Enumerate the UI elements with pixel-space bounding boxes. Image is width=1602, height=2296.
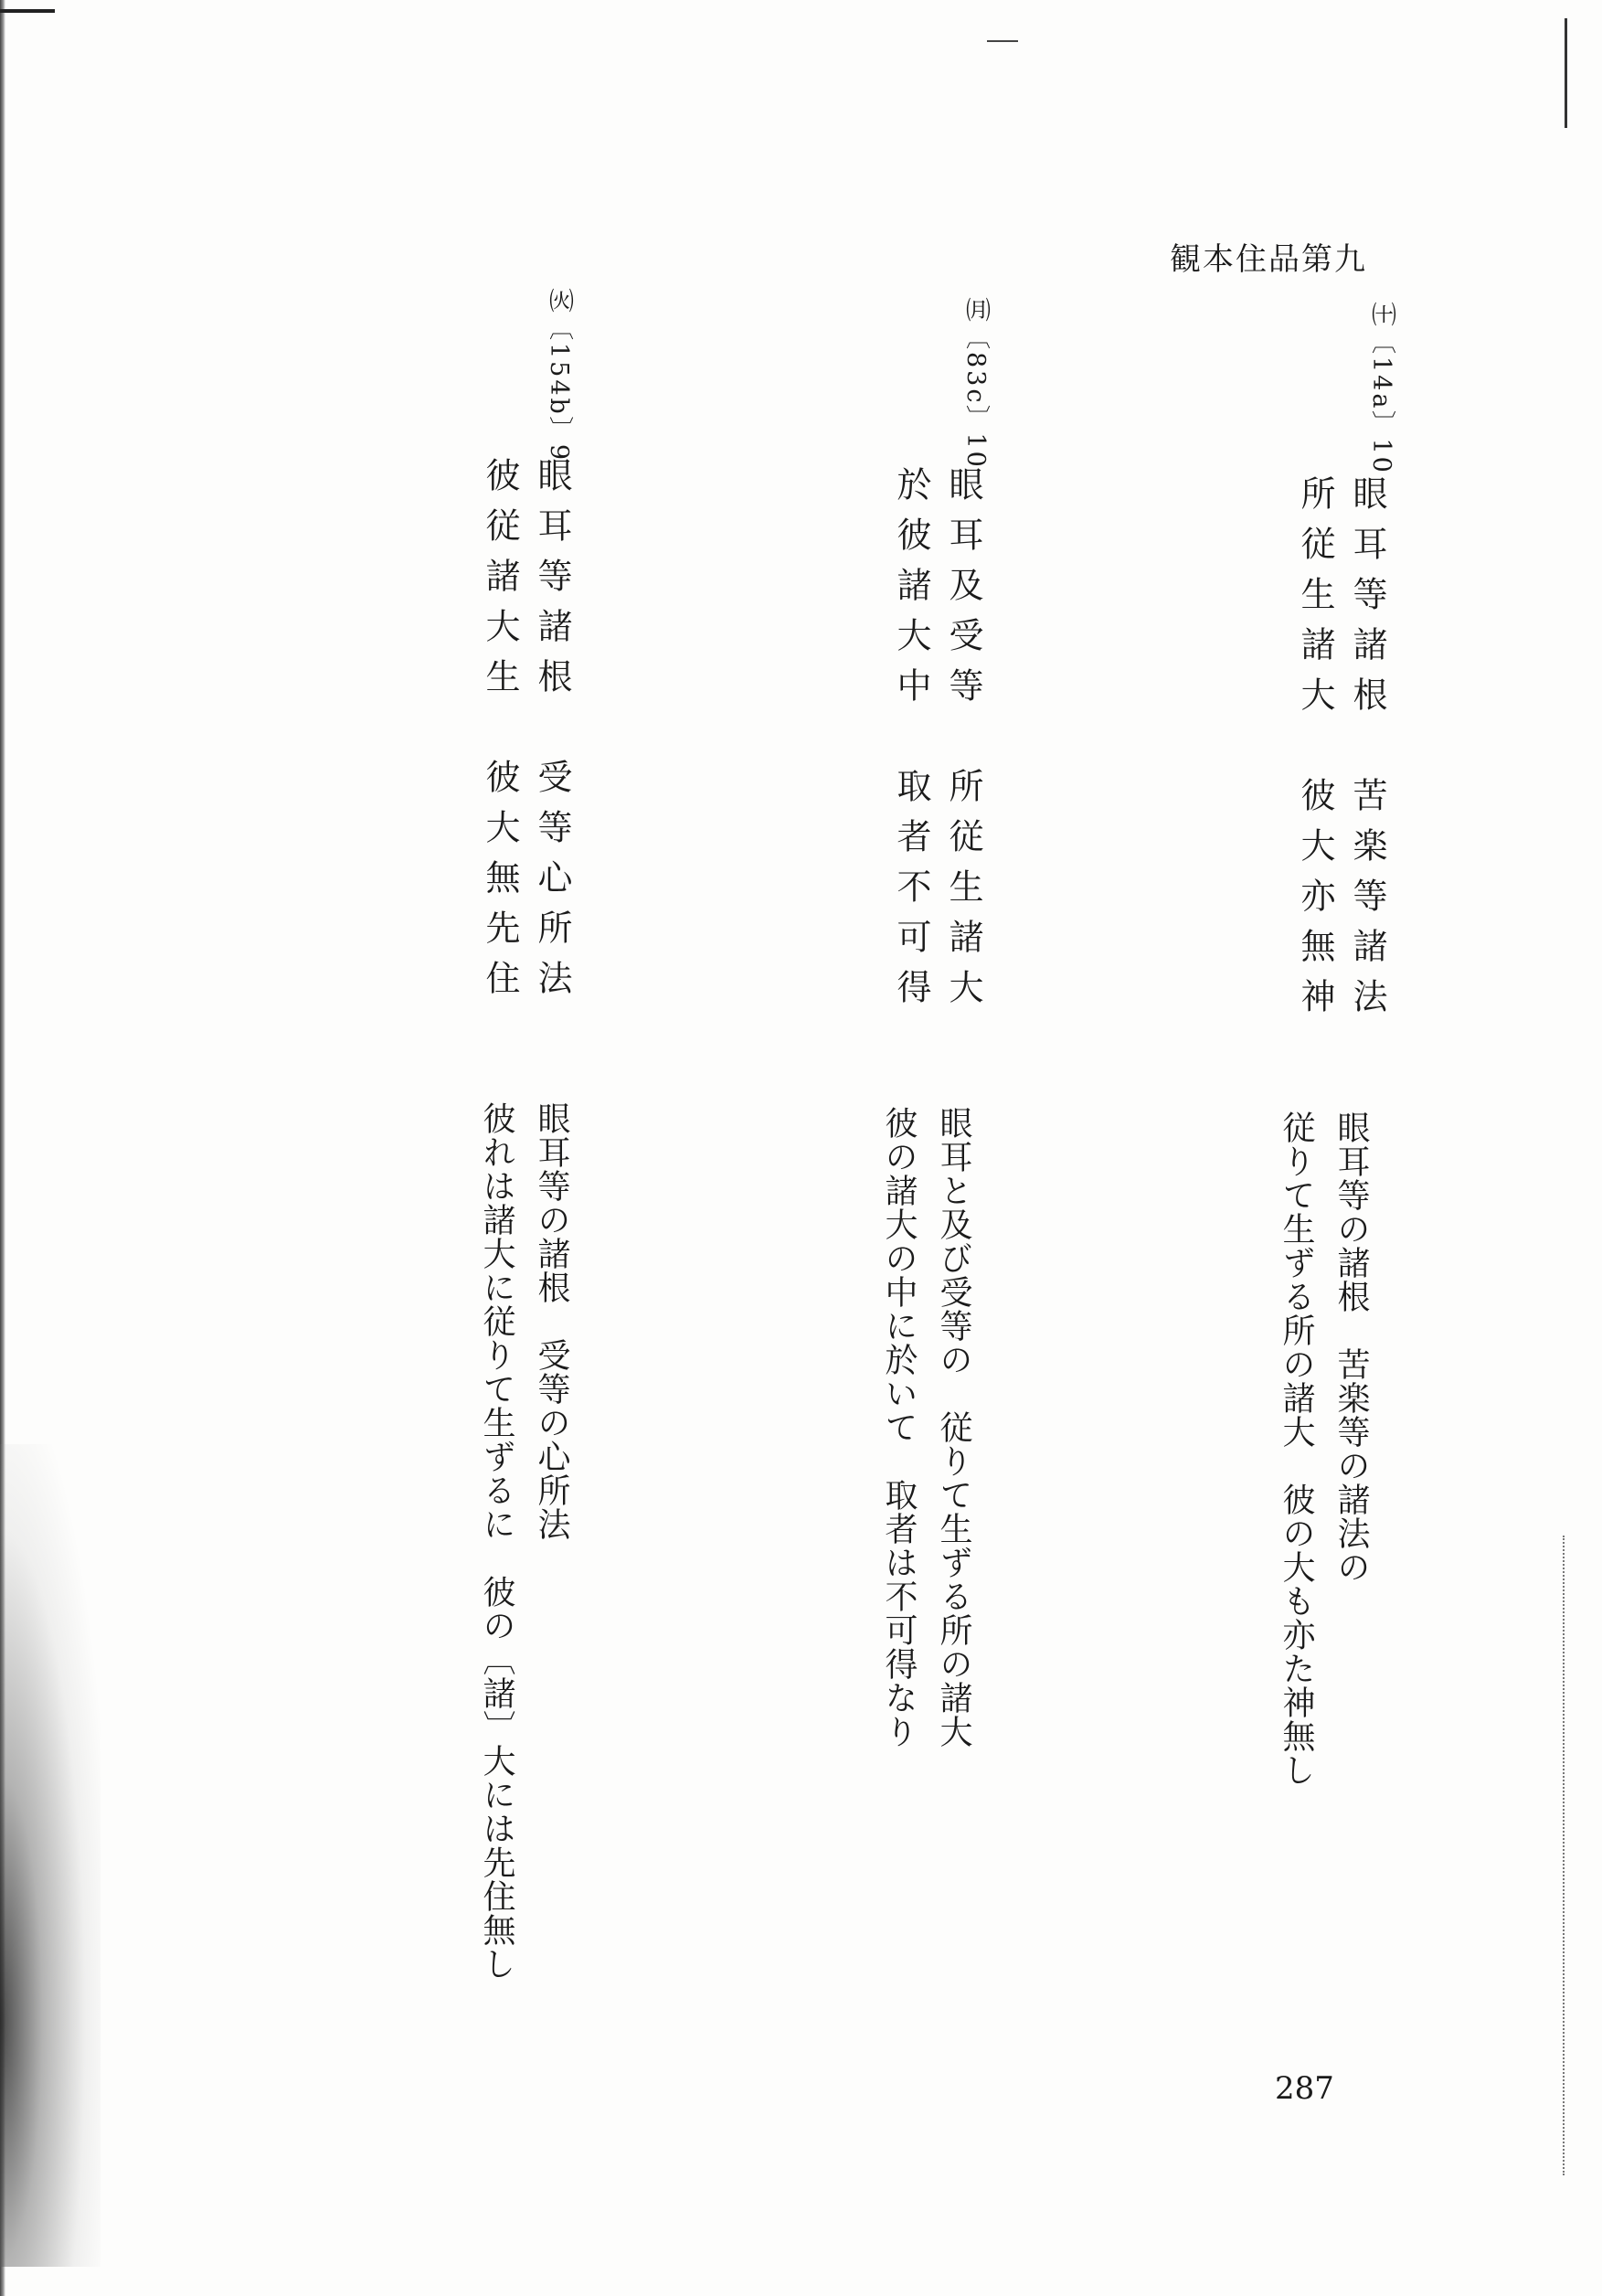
section-3-verse-line-2: 彼従諸大生 彼大無先住 bbox=[480, 457, 520, 1010]
section-1-verse-line-2: 所従生諸大 彼大亦無神 bbox=[1295, 475, 1335, 1028]
scan-corner-mark bbox=[0, 9, 55, 13]
scan-edge-line bbox=[1565, 18, 1567, 128]
page-number: 287 bbox=[1275, 2070, 1334, 2107]
section-1-translation-line-2: 従りて生ずる所の諸大 彼の大も亦た神無し bbox=[1278, 1111, 1315, 1787]
section-2-verse-line-2: 於彼諸大中 取者不可得 bbox=[891, 466, 931, 1019]
section-3-reference: ㈫〔154b〕9 bbox=[545, 288, 573, 462]
scan-smudge bbox=[0, 1444, 101, 2267]
section-3-translation-line-2: 彼れは諸大に従りて生ずるに 彼の〔諸〕大には先住無し bbox=[478, 1101, 515, 1981]
section-3-translation-line-1: 眼耳等の諸根 受等の心所法 bbox=[533, 1101, 570, 1541]
section-2-reference: ㈪〔83c〕10 bbox=[961, 297, 990, 470]
section-1-translation-line-1: 眼耳等の諸根 苦楽等の諸法の bbox=[1332, 1111, 1370, 1584]
section-1-verse-line-1: 眼耳等諸根 苦楽等諸法 bbox=[1347, 475, 1387, 1028]
running-header: 観本住品第九 bbox=[1170, 241, 1367, 278]
section-2-translation-line-1: 眼耳と及び受等の 従りて生ずる所の諸大 bbox=[935, 1106, 972, 1749]
scan-edge-dots bbox=[1563, 1536, 1566, 2175]
section-2-translation-line-2: 彼の諸大の中に於いて 取者は不可得なり bbox=[880, 1106, 918, 1749]
scan-dash-mark bbox=[987, 40, 1018, 42]
section-2-verse-line-1: 眼耳及受等 所従生諸大 bbox=[943, 466, 983, 1019]
section-3-verse-line-1: 眼耳等諸根 受等心所法 bbox=[532, 457, 572, 1010]
section-1-reference: ㈩〔14a〕10 bbox=[1367, 302, 1395, 475]
